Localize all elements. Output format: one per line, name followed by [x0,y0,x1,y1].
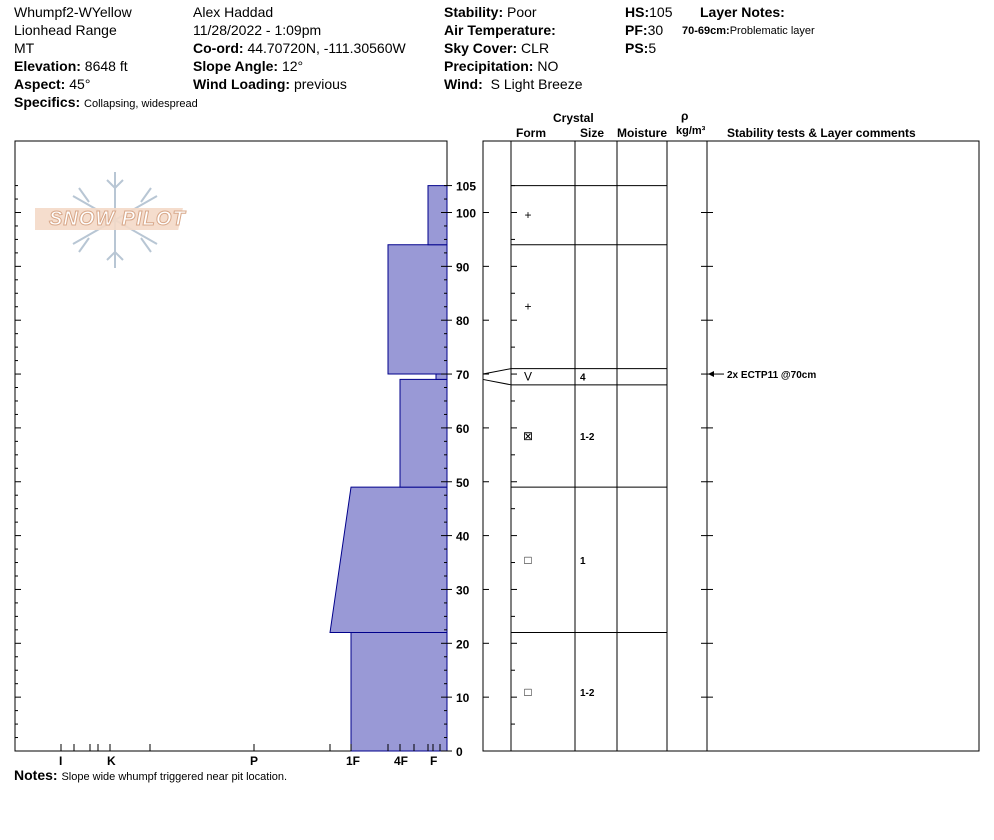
layer-table-frame [483,141,979,751]
logo-text: SNOW PILOT [49,208,186,230]
layer-notes-label: Layer Notes: [700,4,785,20]
depth-label: 60 [456,421,470,436]
grain-form-symbol: ⊠ [522,428,534,443]
notes-field [14,766,287,786]
depth-label: 40 [456,529,470,544]
depth-label: 105 [456,179,477,194]
depth-label: 70 [456,368,470,383]
coord-value: 44.70720N, -111.30560W [247,40,406,56]
hardness-label: I [59,754,63,768]
specifics-label: Specifics: [14,94,81,110]
depth-label: 0 [456,745,463,759]
layer-note-range: 70-69cm: [682,25,730,37]
depth-label: 20 [456,637,470,652]
grain-size: 1 [580,555,586,567]
layer-table-ticks [483,186,713,751]
sky-cover-value: CLR [521,40,550,56]
grain-form-symbol: □ [524,552,532,567]
layer-note-text: Problematic layer [729,25,815,37]
pf-value: 30 [647,22,664,38]
wind-loading-label: Wind Loading: [193,76,291,92]
layer-cells [523,208,595,699]
notes-label: Notes: [14,767,58,783]
hardness-layer [388,245,447,374]
elevation-value: 8648 ft [84,58,128,74]
hardness-label: 4F [394,754,409,768]
wind-value: S Light Breeze [490,76,583,92]
snowpilot-logo [35,170,195,270]
ps-label: PS: [625,40,649,56]
stability-tests [708,370,816,381]
range-name: Lionhead Range [14,22,117,38]
grain-form-symbol: + [524,208,532,223]
layer-connector [483,379,511,384]
grain-form-symbol: □ [524,684,532,699]
hardness-layer [428,186,447,245]
observation-datetime: 11/28/2022 - 1:09pm [193,22,322,38]
hardness-label: P [250,754,259,768]
grain-form-symbol: + [524,299,532,314]
state-name: MT [14,40,35,56]
hardness-label: K [107,754,116,768]
pf-label: PF: [625,22,648,38]
grain-size: 1-2 [580,431,595,443]
form-header: Form [516,126,546,140]
ps-value: 5 [648,40,657,56]
depth-label: 10 [456,691,470,706]
hardness-layer [436,374,447,379]
crystal-header: Crystal [553,111,594,125]
specifics-value: Collapsing, widespread [84,98,198,110]
rho-header: ρ [681,109,689,123]
grain-size: 4 [580,372,586,384]
size-header: Size [580,126,605,140]
stability-test-label: 2x ECTP11 @70cm [727,370,817,382]
hardness-layer [351,633,447,751]
aspect-label: Aspect: [14,76,66,92]
grain-size: 1-2 [580,687,595,699]
depth-label: 80 [456,314,470,329]
sky-cover-label: Sky Cover: [444,40,518,56]
wind-label: Wind: [444,76,483,92]
layer-connector [483,369,511,374]
hardness-layer [400,379,447,487]
hardness-layer [330,487,447,632]
test-arrow-head [708,371,714,377]
stability-value: Poor [507,4,537,20]
moisture-header: Moisture [617,126,668,140]
notes-value: Slope wide whumpf triggered near pit location. [61,771,288,783]
precip-value: NO [537,58,559,74]
site-name: Whumpf2-WYellow [14,4,132,20]
aspect-value: 45° [69,76,91,92]
hardness-label: 1F [346,754,361,768]
density-unit-header: kg/m³ [676,125,706,137]
grain-form-symbol: V [523,369,533,384]
observer-name: Alex Haddad [193,4,274,20]
hs-value: 105 [649,4,673,20]
elevation-label: Elevation: [14,58,81,74]
slope-value: 12° [281,58,304,74]
depth-axis-labels [447,180,476,759]
air-temp-label: Air Temperature: [444,22,556,38]
depth-label: 50 [456,475,470,490]
wind-loading-value: previous [293,76,347,92]
stability-label: Stability: [444,4,504,20]
stability-tests-header: Stability tests & Layer comments [727,126,916,140]
hardness-label: F [430,754,438,768]
hs-label: HS: [625,4,650,20]
coord-label: Co-ord: [193,40,244,56]
depth-label: 100 [456,206,477,221]
precip-label: Precipitation: [444,58,534,74]
hardness-profile [330,186,447,751]
depth-label: 90 [456,260,470,275]
slope-label: Slope Angle: [193,58,279,74]
depth-label: 30 [456,583,470,598]
